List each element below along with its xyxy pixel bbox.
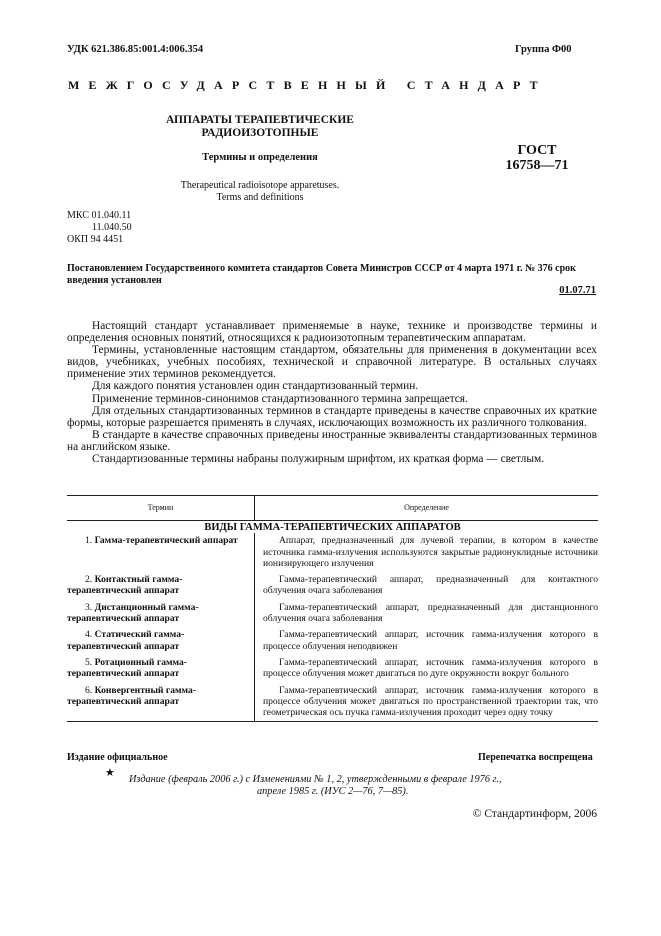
title-line-1: АППАРАТЫ ТЕРАПЕВТИЧЕСКИЕ: [166, 114, 354, 126]
gost-number: 16758—71: [505, 158, 569, 173]
title-line-2: РАДИОИЗОТОПНЫЕ: [201, 127, 319, 139]
term-number: 6.: [85, 684, 93, 696]
edition-line-2: апреле 1985 г. (ИУС 2—76, 7—85).: [257, 786, 409, 797]
definition-text: Гамма-терапевтический аппарат, предназначенный для дистанционного облучения очага заболевания: [263, 601, 598, 625]
table-row: [67, 683, 598, 722]
group-code: Группа Ф00: [515, 44, 572, 55]
column-header-definition: Определение: [255, 496, 599, 521]
term-cell: [67, 600, 255, 628]
section-title: ВИДЫ ГАММА-ТЕРАПЕВТИЧЕСКИХ АППАРАТОВ: [204, 522, 461, 533]
term-number: 2.: [85, 574, 93, 586]
paragraph: Для каждого понятия установлен один стандартизованный термин.: [92, 380, 419, 393]
term-cell: [67, 655, 255, 683]
table-row: [67, 627, 598, 655]
gost-label: ГОСТ: [517, 143, 557, 158]
effective-date: 01.07.71: [559, 285, 596, 296]
english-title: [130, 180, 390, 204]
term-number: 1.: [85, 535, 93, 547]
term-cell: [67, 627, 255, 655]
table-header-row: [67, 496, 598, 521]
mks-code: МКС 01.040.11: [67, 210, 132, 221]
term-number: 4.: [85, 629, 93, 641]
table-row: [67, 655, 598, 683]
paragraph: Применение терминов-синонимов стандартизованного термина запрещается.: [92, 392, 468, 405]
official-edition-label: Издание официальное: [67, 752, 168, 763]
mks-code-second: 11.040.50: [92, 222, 132, 233]
paragraph: Стандартизованные термины набраны полужирным шрифтом, их краткая форма — светлым.: [92, 453, 545, 466]
standard-banner: МЕЖГОСУДАРСТВЕННЫЙ СТАНДАРТ: [68, 78, 547, 92]
reprint-prohibited-label: Перепечатка воспрещена: [478, 752, 593, 763]
term-name: Контактный гамма-терапевтический аппарат: [67, 574, 183, 597]
definition-text: Аппарат, предназначенный для лучевой терапии, в котором в качестве источника гамма-излучения используются закрытые радионуклидные источники ионизирующего излучения: [263, 535, 598, 569]
paragraph: Настоящий стандарт устанавливает применяемые в науке, технике и производстве термины и определения основных понятий, относящихся к радиоизотопным терапевтическим аппаратам.: [67, 320, 597, 345]
decree-text: Постановлением Государственного комитета стандартов Совета Министров СССР от 4 марта 1971 г. № 376 срок введения установлен: [67, 263, 576, 286]
gost-designation: [502, 143, 572, 173]
definition-cell: [255, 655, 599, 683]
definition-cell: [255, 627, 599, 655]
table-row: [67, 600, 598, 628]
document-title: [130, 114, 390, 140]
table-row: [67, 533, 598, 572]
term-number: 3.: [85, 601, 93, 613]
classification-codes: [67, 210, 132, 246]
term-name: Гамма-терапевтический аппарат: [94, 535, 238, 547]
edition-line-1: Издание (февраль 2006 г.) с Изменениями № 1, 2, утвержденными в феврале 1976 г.,: [129, 774, 502, 785]
terms-table-wrapper: [67, 495, 598, 722]
copyright-notice: © Стандартинформ, 2006: [472, 808, 597, 820]
term-name: Конвергентный гамма-терапевтический аппарат: [67, 684, 197, 707]
definition-text: Гамма-терапевтический аппарат, источник гамма-излучения которого в процессе облучения неподвижен: [263, 629, 598, 652]
term-name: Ротационный гамма-терапевтический аппарат: [67, 656, 188, 680]
paragraph: Для отдельных стандартизованных терминов в стандарте приведены в качестве справочных их краткие формы, которые разрешается применять в случаях, исключающих возможность их различного толкования.: [67, 404, 597, 429]
terms-table: [67, 495, 598, 722]
star-icon: ★: [105, 767, 115, 779]
section-row: [67, 521, 598, 534]
definition-cell: [255, 600, 599, 628]
term-cell: [67, 572, 255, 600]
okp-code: ОКП 94 4451: [67, 234, 124, 245]
column-header-term: Термин: [67, 496, 255, 521]
edition-note: [67, 774, 597, 798]
term-number: 5.: [85, 656, 93, 668]
definition-cell: [255, 533, 599, 572]
definition-text: Гамма-терапевтический аппарат, источник гамма-излучения которого в процессе облучения может двигаться по дуге окружности вокруг больного: [263, 656, 598, 680]
definition-cell: [255, 683, 599, 722]
definition-text: Гамма-терапевтический аппарат, предназначенный для контактного облучения очага заболевания: [263, 574, 598, 597]
english-title-line-1: Therapeutical radioisotope apparetuses.: [180, 180, 340, 191]
paragraph: В стандарте в качестве справочных приведены иностранные эквиваленты стандартизованных терминов на английском языке.: [67, 428, 597, 453]
term-name: Статический гамма-терапевтический аппарат: [67, 629, 185, 652]
definition-text: Гамма-терапевтический аппарат, источник гамма-излучения которого в процессе облучения может двигаться по пространственной траектории так, что геометрическая ось пучка гамма-излучения проходит через одну точку: [263, 684, 598, 719]
term-name: Дистанционный гамма-терапевтический аппарат: [67, 601, 199, 625]
term-cell: [67, 533, 255, 572]
udk-code: УДК 621.386.85:001.4:006.354: [67, 44, 204, 55]
table-row: [67, 572, 598, 600]
introduction-text: [67, 320, 597, 465]
definition-cell: [255, 572, 599, 600]
document-subtitle: Термины и определения: [202, 152, 318, 163]
paragraph: Термины, установленные настоящим стандартом, обязательны для применения в документации всех видов, учебниках, учебных пособиях, технической и справочной литературе. В остальных случаях применение этих терминов рекомендуется.: [67, 344, 597, 381]
english-title-line-2: Terms and definitions: [216, 192, 304, 203]
term-cell: [67, 683, 255, 722]
